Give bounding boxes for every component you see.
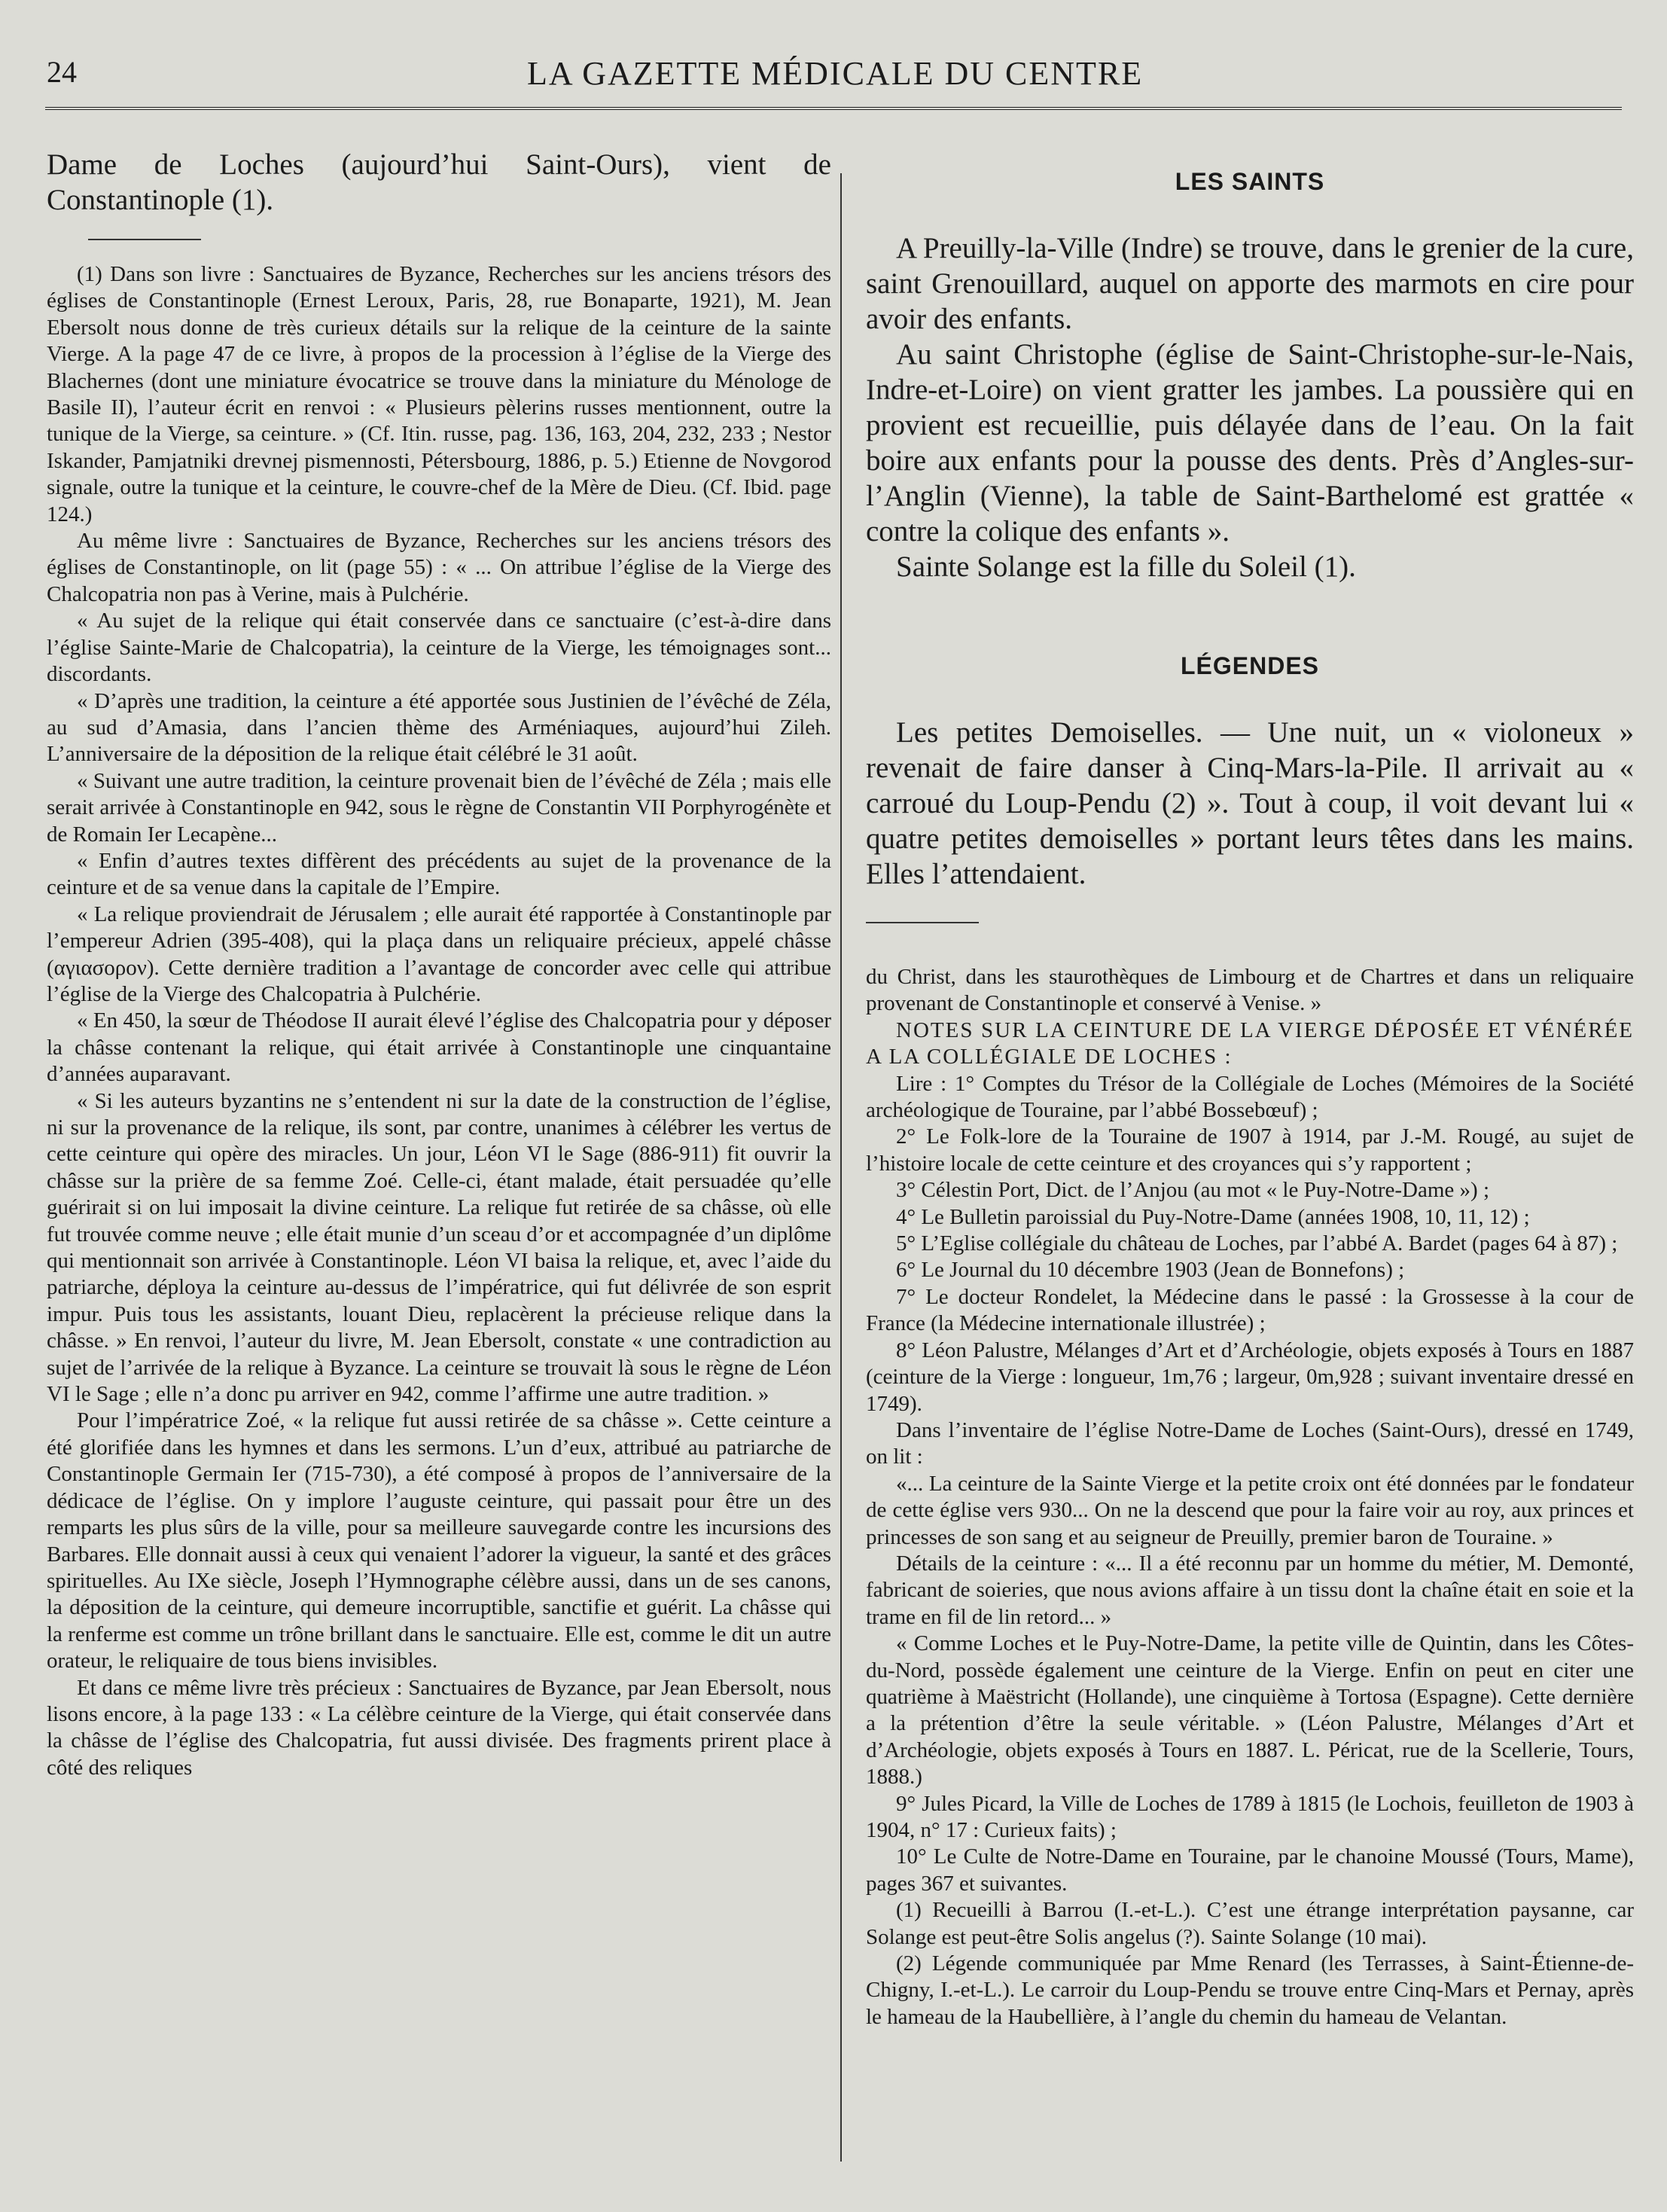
footnote-1: (1) Recueilli à Barrou (I.-et-L.). C’est une étrange interprétation paysanne, car Solange est peut-être Solis angelus (?). Sainte Solange (10 mai). [866, 1898, 1634, 1949]
paragraph: Dans l’inventaire de l’église Notre-Dame de Loches (Saint-Ours), dressé en 1749, on lit : [866, 1417, 1634, 1469]
paragraph: « Enfin d’autres textes diffèrent des précédents au sujet de la provenance de la ceinture et de sa venue dans la capitale de l’Empire. [47, 848, 831, 900]
note-item: 8° Léon Palustre, Mélanges d’Art et d’Archéologie, objets exposés à Tours en 1887 (ceinture de la Vierge : longueur, 1m,76 ; largeur, 0m,928 ; suivant inventaire dressé en 1749). [866, 1338, 1634, 1416]
intro-paragraph: Dame de Loches (aujourd’hui Saint-Ours), vient de Constantinople (1). [47, 148, 831, 216]
continued-text: du Christ, dans les staurothèques de Limbourg et de Chartres et dans un reliquaire provenant de Constantinople et conservé à Venise. » [866, 965, 1634, 1016]
paragraph: « La relique proviendrait de Jérusalem ; elle aurait été rapportée à Constantinople par l’empereur Adrien (395-408), qui la plaça dans un reliquaire précieux, appelé châsse (αγιασορον). Cette dernière tradition a l’avantage de concorder avec celle qui attribue l’église de la Vierge des Chalcopatria à Pulchérie. [47, 902, 831, 1006]
note-item: 9° Jules Picard, la Ville de Loches de 1789 à 1815 (le Lochois, feuilleton de 1903 à 1904, n° 17 : Curieux faits) ; [866, 1791, 1634, 1842]
section-heading-legends: LÉGENDES [1180, 652, 1320, 679]
paragraph: « Si les auteurs byzantins ne s’entendent ni sur la date de la construction de l’église, ni sur la provenance de la relique, ils sont, par contre, unanimes à célébrer les vertus de cette ceinture qui opère des miracles. Un jour, Léon VI le Sage (886-911) fit ouvrir la châsse sur la prière de sa femme Zoé. Celle-ci, étant malade, était persuadée qu’elle guérirait si on lui imposait la divine ceinture. La relique fut retirée de sa châsse, où elle fut trouvée comme neuve ; elle était munie d’un sceau d’or et accompagnée d’un diplôme qui mentionnait son arrivée à Constantinople. Léon VI baisa la relique, et, avec l’aide du patriarche, déploya la ceinture au-dessus de l’impératrice, qui fut délivrée de son esprit impur. Puis tous les assistants, louant Dieu, replacèrent la précieuse relique dans la châsse. » En renvoi, l’auteur du livre, M. Jean Ebersolt, constate « une contradiction au sujet de l’arrivée de la relique à Byzance. La ceinture se trouvait là sous le règne de Léon VI le Sage ; elle n’a donc pu arriver en 942, comme l’affirme une autre tradition. » [47, 1088, 831, 1407]
saints-paragraph: Au saint Christophe (église de Saint-Christophe-sur-le-Nais, Indre-et-Loire) on vient gratter les jambes. La poussière qui en provient est recueillie, puis délayée dans de l’eau. On la fait boire aux enfants pour la pousse des dents. Près d’Angles-sur-l’Anglin (Vienne), la table de Saint-Barthelomé est grattée « contre la colique des enfants ». [866, 338, 1634, 548]
column-divider [840, 173, 842, 2162]
note-item: Lire : 1° Comptes du Trésor de la Collégiale de Loches (Mémoires de la Société archéologique de Touraine, par l’abbé Bossebœuf) ; [866, 1071, 1634, 1123]
saints-paragraph: A Preuilly-la-Ville (Indre) se trouve, dans le grenier de la cure, saint Grenouillard, auquel on apporte des marmots en cire pour avoir des enfants. [866, 232, 1634, 335]
left-column [47, 147, 831, 1781]
legend-paragraph: Les petites Demoiselles. — Une nuit, un « violoneux » revenait de faire danser à Cinq-Mars-la-Pile. Il arrivait au « carroué du Loup-Pendu (2) ». Tout à coup, il voit devant lui « quatre petites demoiselles » portant leurs têtes dans les mains. Elles l’attendaient. [866, 716, 1634, 890]
note-item: 6° Le Journal du 10 décembre 1903 (Jean de Bonnefons) ; [896, 1258, 1405, 1283]
paragraph: « Au sujet de la relique qui était conservée dans ce sanctuaire (c’est-à-dire dans l’église Sainte-Marie de Chalcopatria), la ceinture de la Vierge, les témoignages sont... discordants. [47, 609, 831, 687]
paragraph: Au même livre : Sanctuaires de Byzance, Recherches sur les anciens trésors des églises de Constantinople, on lit (page 55) : « ... On attribue l’église de la Vierge des Chalcopatria non pas à Verine, mais à Pulchérie. [47, 529, 831, 606]
notes-heading: NOTES SUR LA CEINTURE DE LA VIERGE DÉPOSÉE ET VÉNÉRÉE A LA COLLÉGIALE DE LOCHES : [866, 1018, 1634, 1069]
section-heading-saints: LES SAINTS [1175, 168, 1325, 195]
note-item: 3° Célestin Port, Dict. de l’Anjou (au mot « le Puy-Notre-Dame ») ; [896, 1178, 1489, 1203]
paragraph: « D’après une tradition, la ceinture a été apportée sous Justinien de l’évêché de Zéla, au sud d’Amasia, dans l’ancien thème des Arméniaques, aujourd’hui Zileh. L’anniversaire de la déposition de la relique était célébré le 31 août. [47, 688, 831, 767]
note-item: 4° Le Bulletin paroissial du Puy-Notre-Dame (années 1908, 10, 11, 12) ; [896, 1204, 1530, 1229]
paragraph: « Suivant une autre tradition, la ceinture provenait bien de l’évêché de Zéla ; mais elle serait arrivée à Constantinople en 942, sous le règne de Constantin VII Porphyrogénète et de Romain Ier Lecapène... [47, 768, 831, 847]
footnote-rule [866, 922, 979, 923]
right-column [866, 147, 1634, 2030]
page-number: 24 [47, 55, 77, 89]
journal-title: LA GAZETTE MÉDICALE DU CENTRE [527, 55, 1144, 92]
footnote-2: (2) Légende communiquée par Mme Renard (les Terrasses, à Saint-Étienne-de-Chigny, I.-et-L.). Le carroir du Loup-Pendu se trouve entre Cinq-Mars et Pernay, après le hameau de la Haubellière, à l’angle du chemin du hameau de Velantan. [866, 1951, 1634, 2029]
header-rule [45, 107, 1622, 110]
note-item: 10° Le Culte de Notre-Dame en Touraine, par le chanoine Moussé (Tours, Mame), pages 367 et suivantes. [866, 1844, 1634, 1896]
footnote-rule [88, 239, 201, 240]
note-item: 5° L’Eglise collégiale du château de Loches, par l’abbé A. Bardet (pages 64 à 87) ; [896, 1231, 1618, 1256]
note-item: 7° Le docteur Rondelet, la Médecine dans le passé : la Grossesse à la cour de France (la Médecine internationale illustrée) ; [866, 1284, 1634, 1336]
note-item: 2° Le Folk-lore de la Touraine de 1907 à 1914, par J.-M. Rougé, au sujet de l’histoire locale de cette ceinture et des croyances qui s’y rapportent ; [866, 1124, 1634, 1176]
paragraph: Et dans ce même livre très précieux : Sanctuaires de Byzance, par Jean Ebersolt, nous lisons encore, à la page 133 : « La célèbre ceinture de la Vierge, qui était conservée dans la châsse de l’église des Chalcopatria, fut aussi divisée. Des fragments prirent place à côté des reliques [47, 1675, 831, 1780]
paragraph: « En 450, la sœur de Théodose II aurait élevé l’église des Chalcopatria pour y déposer la châsse contenant la relique, qui était arrivée à Constantinople une cinquantaine d’années auparavant. [47, 1008, 831, 1087]
paragraph: Détails de la ceinture : «... Il a été reconnu par un homme du métier, M. Demonté, fabricant de soieries, que nous avions affaire à un tissu dont la chaîne était en soie et la trame en fil de lin retord... » [866, 1551, 1634, 1629]
quote-paragraph: «... La ceinture de la Sainte Vierge et la petite croix ont été données par le fondateur de cette église vers 930... On ne la descend que pour la faire voir au roy, aux princes et princesses de son sang et au seigneur de Preuilly, premier baron de Touraine. » [866, 1471, 1634, 1549]
saints-paragraph: Sainte Solange est la fille du Soleil (1). [896, 551, 1356, 583]
paragraph: Pour l’impératrice Zoé, « la relique fut aussi retirée de sa châsse ». Cette ceinture a été glorifiée dans les hymnes et dans les sermons. L’un d’eux, attribué au patriarche de Constantinople Germain Ier (715-730), a été composé à propos de l’anniversaire de la dédicace de l’église. On y implore l’auguste ceinture, qui passait pour être un des remparts les plus sûrs de la ville, pour sa meilleure sauvegarde contre les incursions des Barbares. Elle donnait aussi à ceux qui venaient l’adorer la vigueur, la santé et des grâces spirituelles. Au IXe siècle, Joseph l’Hymnographe célèbre aussi, dans un de ses canons, la déposition de la ceinture, qui demeure incorruptible, sanctifie et guérit. La châsse qui la renferme est comme un trône brillant dans le sanctuaire. Elle est, comme le dit un autre orateur, le reliquaire de tous biens invisibles. [47, 1408, 831, 1673]
quote-paragraph: « Comme Loches et le Puy-Notre-Dame, la petite ville de Quintin, dans les Côtes-du-Nord, possède également une ceinture de la Vierge. Enfin on peut en citer une quatrième à Maëstricht (Hollande), une cinquième à Tortosa (Espagne). Cette dernière a la prétention d’être la seule véritable. » (Léon Palustre, Mélanges d’Art et d’Archéologie, objets exposés à Tours en 1887. L. Péricat, rue de la Scellerie, Tours, 1888.) [866, 1631, 1634, 1789]
footnote-1: (1) Dans son livre : Sanctuaires de Byzance, Recherches sur les anciens trésors des églises de Constantinople (Ernest Leroux, Paris, 28, rue Bonaparte, 1921), M. Jean Ebersolt nous donne de très curieux détails sur la relique de la ceinture de la sainte Vierge. A la page 47 de ce livre, à propos de la procession à l’église de la Vierge des Blachernes (dont une miniature évocatrice se trouve dans la miniature du Ménologe de Basile II), l’auteur écrit en renvoi : « Plusieurs pèlerins russes mentionnent, outre la tunique de la Vierge, sa ceinture. » (Cf. Itin. russe, pag. 136, 163, 204, 232, 233 ; Nestor Iskander, Pamjatniki drevnej pismennosti, Pétersbourg, 1886, p. 5.) Etienne de Novgorod signale, outre la tunique et la ceinture, le couvre-chef de la Mère de Dieu. (Cf. Ibid. page 124.) [47, 262, 831, 526]
